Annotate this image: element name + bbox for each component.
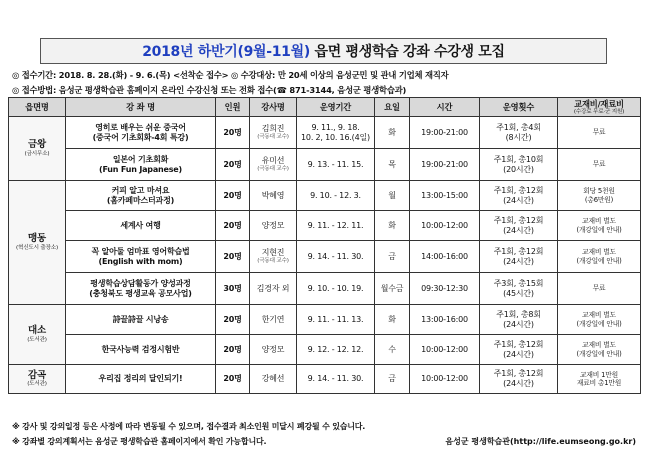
course-subtitle: (중국어 기초회화-4회 특강) bbox=[92, 132, 189, 142]
capacity-cell: 20명 bbox=[216, 181, 250, 211]
course-name: 영히로 배우는 쉬운 중국어 bbox=[95, 122, 186, 132]
fee-line-1: 무료 bbox=[592, 160, 606, 169]
period-line-2: 10. 2, 10. 16.(4일) bbox=[301, 132, 370, 142]
capacity-cell: 30명 bbox=[216, 273, 250, 305]
note-line-1: ※ 강사 및 강의일정 등은 사정에 따라 변동될 수 있으며, 접수결과 최소인원 미달시 폐강될 수 있습니다. bbox=[12, 422, 366, 431]
course-cell bbox=[66, 211, 216, 241]
sessions-cell bbox=[480, 149, 558, 181]
sessions-hours: (24시간) bbox=[503, 349, 534, 359]
course-subtitle: (충청북도 평생교육 공모사업) bbox=[89, 288, 192, 298]
fee-cell bbox=[558, 273, 641, 305]
period-cell bbox=[297, 273, 375, 305]
header-area: 읍면명 bbox=[9, 98, 66, 117]
area-cell bbox=[9, 181, 66, 305]
area-sub: (혁신도시 출장소) bbox=[16, 244, 58, 251]
teacher-cell bbox=[250, 305, 297, 335]
sessions-count: 주1회, 총12회 bbox=[493, 369, 544, 378]
teacher-name: 유미선 bbox=[261, 156, 285, 165]
table-row bbox=[9, 305, 641, 335]
teacher-name: 한기연 bbox=[261, 314, 285, 324]
header-fee-sub: (수강료 무료·군 지원) bbox=[573, 109, 625, 116]
period-cell bbox=[297, 211, 375, 241]
teacher-cell bbox=[250, 365, 297, 394]
teacher-name: 양정모 bbox=[261, 220, 285, 230]
table-row bbox=[9, 117, 641, 149]
course-cell bbox=[66, 273, 216, 305]
time-cell: 19:00-21:00 bbox=[410, 117, 480, 149]
fee-cell bbox=[558, 149, 641, 181]
time-cell: 10:00-12:00 bbox=[410, 211, 480, 241]
course-name: 커피 알고 마셔요 bbox=[111, 185, 170, 195]
header-fee-label: 교재비/재료비 bbox=[574, 98, 624, 109]
teacher-name: 김경자 외 bbox=[256, 283, 290, 293]
fee-cell bbox=[558, 305, 641, 335]
fee-cell bbox=[558, 181, 641, 211]
period-line-1: 9. 11. - 12. 11. bbox=[307, 220, 364, 230]
capacity-cell: 20명 bbox=[216, 305, 250, 335]
period-cell bbox=[297, 181, 375, 211]
period-cell bbox=[297, 117, 375, 149]
teacher-cell bbox=[250, 117, 297, 149]
teacher-cell bbox=[250, 149, 297, 181]
time-cell: 14:00-16:00 bbox=[410, 241, 480, 273]
day-cell: 수 bbox=[375, 335, 410, 365]
fee-cell bbox=[558, 365, 641, 394]
fee-line-1: 교재비 별도 bbox=[582, 341, 616, 350]
table-header-row bbox=[9, 98, 641, 117]
day-cell: 월수금 bbox=[375, 273, 410, 305]
teacher-cell bbox=[250, 335, 297, 365]
teacher-affiliation: (극동대 교수) bbox=[257, 258, 289, 264]
fee-line-1: 교재비 별도 bbox=[582, 217, 616, 226]
teacher-name: 김희진 bbox=[261, 124, 285, 133]
sessions-count: 주1회, 총12회 bbox=[493, 215, 544, 225]
capacity-cell: 20명 bbox=[216, 211, 250, 241]
course-name: 詩끌詩끌 시낭송 bbox=[112, 314, 169, 324]
sessions-cell bbox=[480, 117, 558, 149]
course-subtitle: (홈카페마스터과정) bbox=[106, 195, 175, 205]
table-row bbox=[9, 149, 641, 181]
header-period: 운영기간 bbox=[297, 98, 375, 117]
fee-line-1: 회당 5천원 bbox=[583, 187, 615, 196]
sessions-hours: (24시간) bbox=[503, 195, 534, 205]
teacher-affiliation: (극동대 교수) bbox=[257, 134, 289, 140]
period-line-1: 9. 14. - 11. 30. bbox=[307, 251, 364, 261]
sessions-hours: (45시간) bbox=[503, 288, 534, 298]
course-name: 평생학습상담활동가 양성과정 bbox=[90, 278, 191, 288]
period-line-1: 9. 13. - 11. 15. bbox=[307, 159, 364, 169]
sessions-count: 주1회, 총10회 bbox=[493, 154, 544, 164]
header-day: 요일 bbox=[375, 98, 410, 117]
area-sub: (도서관) bbox=[27, 381, 47, 388]
teacher-cell bbox=[250, 273, 297, 305]
title-main: 읍면 평생학습 강좌 수강생 모집 bbox=[314, 44, 505, 60]
fee-cell bbox=[558, 335, 641, 365]
course-subtitle: (Fun Fun Japanese) bbox=[98, 164, 182, 174]
day-cell: 금 bbox=[375, 241, 410, 273]
time-cell: 10:00-12:00 bbox=[410, 365, 480, 394]
table-row bbox=[9, 181, 641, 211]
time-cell: 09:30-12:30 bbox=[410, 273, 480, 305]
area-cell bbox=[9, 117, 66, 181]
fee-line-1: 무료 bbox=[592, 284, 606, 293]
time-cell: 13:00-15:00 bbox=[410, 181, 480, 211]
period-cell bbox=[297, 335, 375, 365]
period-line-1: 9. 11., 9. 18. bbox=[311, 122, 360, 132]
sessions-hours: (24시간) bbox=[503, 225, 534, 235]
teacher-name: 지현진 bbox=[261, 248, 285, 257]
capacity-cell: 20명 bbox=[216, 149, 250, 181]
teacher-name: 양정모 bbox=[261, 344, 285, 354]
time-cell: 10:00-12:00 bbox=[410, 335, 480, 365]
time-cell: 19:00-21:00 bbox=[410, 149, 480, 181]
area-name: 감곡 bbox=[28, 369, 46, 381]
area-sub: (도서관) bbox=[27, 336, 47, 343]
course-name: 한국사능력 검정시험반 bbox=[101, 344, 180, 354]
fee-line-2: (개강일에 안내) bbox=[576, 225, 622, 234]
area-name: 금왕 bbox=[28, 139, 46, 151]
fee-line-1: 교재비 1만원 bbox=[580, 370, 618, 379]
period-cell bbox=[297, 305, 375, 335]
teacher-cell bbox=[250, 181, 297, 211]
day-cell: 금 bbox=[375, 365, 410, 394]
sessions-cell bbox=[480, 241, 558, 273]
sessions-count: 주1회, 총8회 bbox=[496, 309, 541, 319]
area-cell bbox=[9, 365, 66, 394]
title-period: 2018년 하반기(9월-11월) bbox=[142, 44, 310, 60]
course-cell bbox=[66, 149, 216, 181]
period-cell bbox=[297, 241, 375, 273]
course-cell bbox=[66, 117, 216, 149]
course-name: 일본어 기초회화 bbox=[112, 154, 169, 164]
period-cell bbox=[297, 365, 375, 394]
capacity-cell: 20명 bbox=[216, 365, 250, 394]
sessions-count: 주3회, 총15회 bbox=[493, 278, 544, 288]
sessions-cell bbox=[480, 365, 558, 394]
period-cell bbox=[297, 149, 375, 181]
table-row bbox=[9, 365, 641, 394]
teacher-name: 박혜영 bbox=[261, 190, 285, 200]
table-row bbox=[9, 335, 641, 365]
period-line-1: 9. 10. - 12. 3. bbox=[310, 190, 361, 200]
day-cell: 화 bbox=[375, 305, 410, 335]
fee-line-2: 재료비 총1만원 bbox=[576, 379, 622, 387]
sessions-hours: (24시간) bbox=[503, 256, 534, 266]
capacity-cell: 20명 bbox=[216, 117, 250, 149]
table-row bbox=[9, 241, 641, 273]
day-cell: 월 bbox=[375, 181, 410, 211]
course-table bbox=[8, 97, 641, 394]
course-subtitle: (English with mom) bbox=[98, 256, 183, 266]
teacher-name: 강혜선 bbox=[261, 374, 285, 383]
period-line-1: 9. 11. - 11. 13. bbox=[307, 314, 364, 324]
capacity-cell: 20명 bbox=[216, 241, 250, 273]
fee-line-2: (개강일에 안내) bbox=[576, 319, 622, 328]
header-capacity: 인원 bbox=[216, 98, 250, 117]
sessions-cell bbox=[480, 211, 558, 241]
course-name: 꼭 알아둘 엄마표 영어학습법 bbox=[91, 246, 190, 256]
header-course: 강 좌 명 bbox=[66, 98, 216, 117]
course-cell bbox=[66, 335, 216, 365]
sessions-hours: (24시간) bbox=[503, 379, 534, 388]
organization-link[interactable]: 음성군 평생학습관(http://life.eumseong.go.kr) bbox=[445, 437, 636, 446]
info-line-2: ◎ 접수방법: 음성군 평생학습관 홈페이지 온라인 수강신청 또는 전화 접수(☎ 871-3144, 음성군 평생학습과) bbox=[12, 85, 407, 95]
teacher-cell bbox=[250, 241, 297, 273]
period-line-1: 9. 10. - 10. 19. bbox=[307, 283, 364, 293]
course-cell bbox=[66, 305, 216, 335]
course-cell bbox=[66, 181, 216, 211]
fee-line-2: (개강일에 안내) bbox=[576, 349, 622, 358]
note-line-2: ※ 강좌별 강의계획서는 음성군 평생학습관 홈페이지에서 확인 가능합니다. bbox=[12, 437, 267, 446]
day-cell: 목 bbox=[375, 149, 410, 181]
fee-line-1: 교재비 별도 bbox=[582, 248, 616, 257]
period-line-1: 9. 12. - 12. 12. bbox=[307, 344, 364, 354]
fee-line-2: (총6만원) bbox=[584, 195, 614, 204]
fee-cell bbox=[558, 117, 641, 149]
time-cell: 13:00-16:00 bbox=[410, 305, 480, 335]
header-fee bbox=[558, 98, 641, 117]
sessions-count: 주1회, 총12회 bbox=[493, 185, 544, 195]
area-cell bbox=[9, 305, 66, 365]
sessions-cell bbox=[480, 181, 558, 211]
area-name: 맹동 bbox=[28, 233, 46, 245]
fee-line-1: 무료 bbox=[592, 128, 606, 137]
course-cell bbox=[66, 365, 216, 394]
fee-line-1: 교재비 별도 bbox=[582, 311, 616, 320]
header-sessions: 운영횟수 bbox=[480, 98, 558, 117]
sessions-hours: (24시간) bbox=[503, 319, 534, 329]
fee-cell bbox=[558, 211, 641, 241]
info-line-1: ◎ 접수기간: 2018. 8. 28.(화) - 9. 6.(목) <선착순 접수> ◎ 수강대상: 만 20세 이상의 음성군민 및 관내 기업체 재직자 bbox=[12, 70, 449, 80]
sessions-count: 주1회, 총4회 bbox=[496, 122, 541, 132]
fee-line-2: (개강일에 안내) bbox=[576, 256, 622, 265]
course-name: 세계사 여행 bbox=[120, 220, 161, 230]
teacher-cell bbox=[250, 211, 297, 241]
sessions-count: 주1회, 총12회 bbox=[493, 339, 544, 349]
period-line-1: 9. 14. - 11. 30. bbox=[307, 374, 364, 383]
day-cell: 화 bbox=[375, 211, 410, 241]
fee-cell bbox=[558, 241, 641, 273]
sessions-hours: (8시간) bbox=[505, 132, 532, 142]
day-cell: 화 bbox=[375, 117, 410, 149]
sessions-cell bbox=[480, 335, 558, 365]
course-cell bbox=[66, 241, 216, 273]
table-row bbox=[9, 273, 641, 305]
page-title bbox=[40, 38, 607, 64]
teacher-affiliation: (극동대 교수) bbox=[257, 166, 289, 172]
table-row bbox=[9, 211, 641, 241]
sessions-cell bbox=[480, 305, 558, 335]
header-time: 시간 bbox=[410, 98, 480, 117]
sessions-cell bbox=[480, 273, 558, 305]
header-teacher: 강사명 bbox=[250, 98, 297, 117]
area-sub: (금시무소) bbox=[24, 150, 50, 157]
sessions-hours: (20시간) bbox=[503, 164, 534, 174]
sessions-count: 주1회, 총12회 bbox=[493, 246, 544, 256]
course-name: 우리집 정리의 달인되기! bbox=[98, 374, 183, 383]
capacity-cell: 20명 bbox=[216, 335, 250, 365]
area-name: 대소 bbox=[28, 325, 46, 337]
